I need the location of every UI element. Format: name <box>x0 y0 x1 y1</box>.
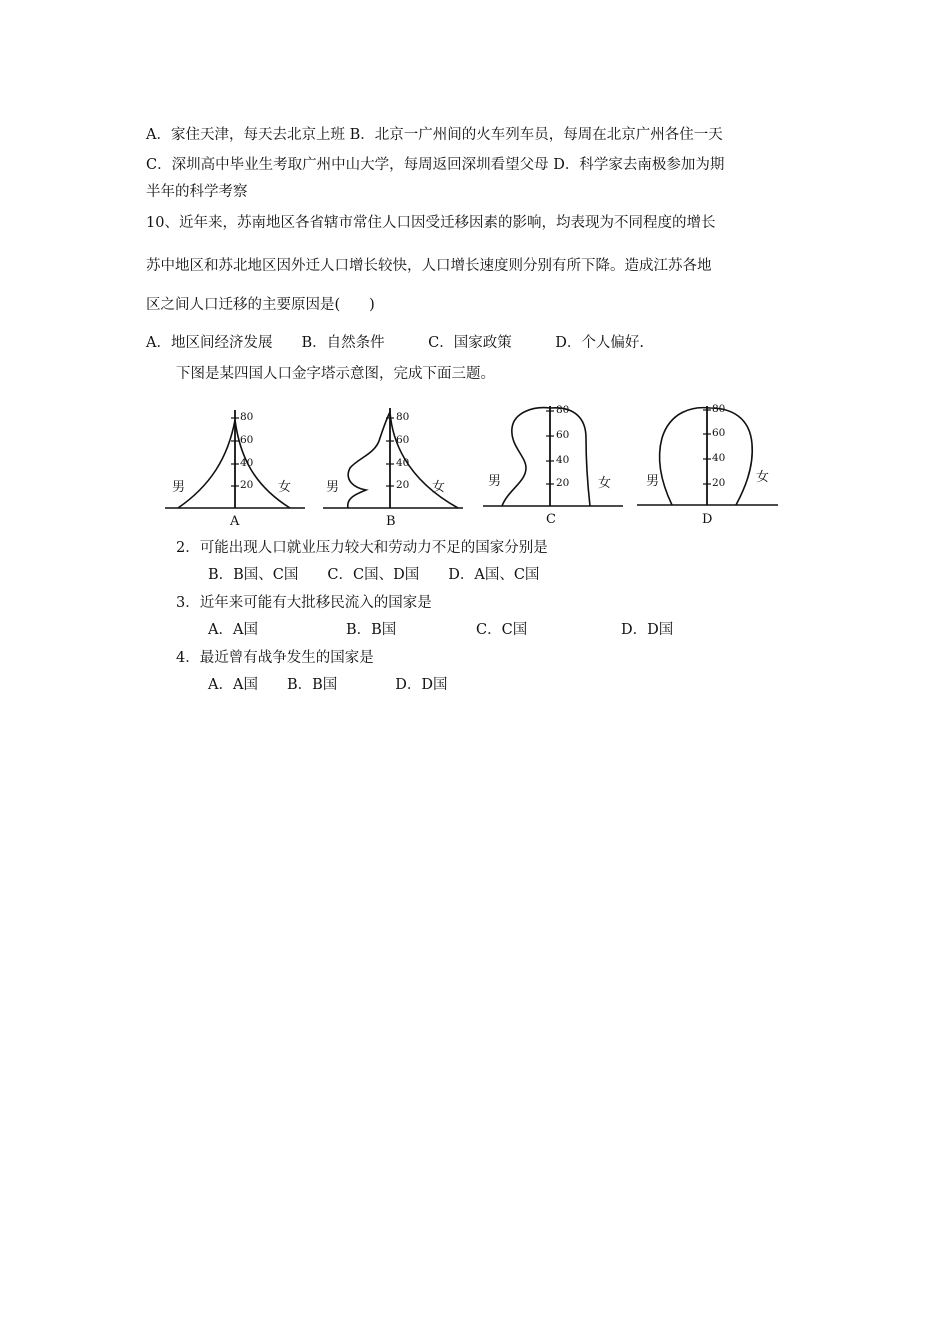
q10-options: A．地区间经济发展 B．自然条件 C．国家政策 D．个人偏好. <box>146 335 644 351</box>
pyramid-figure-c <box>478 398 628 534</box>
pyramid-outline <box>660 408 753 505</box>
tick-60: 60 <box>396 434 410 446</box>
tick-80: 80 <box>396 411 410 423</box>
pyramid-outline <box>502 408 590 506</box>
q4-stem: 4．最近曾有战争发生的国家是 <box>176 650 374 666</box>
q3-option-b: B．B国 <box>346 622 397 638</box>
q2-stem: 2．可能出现人口就业压力较大和劳动力不足的国家分别是 <box>176 540 548 556</box>
q3-stem: 3．近年来可能有大批移民流入的国家是 <box>176 595 432 611</box>
male-label: 男 <box>488 474 502 489</box>
male-label: 男 <box>172 480 186 495</box>
female-label: 女 <box>278 480 292 495</box>
figure-intro: 下图是某四国人口金字塔示意图，完成下面三题。 <box>176 366 495 382</box>
q9-option-line-1: A．家住天津，每天去北京上班 B．北京一广州间的火车列车员，每周在北京广州各住一天 <box>146 127 723 143</box>
q2-options: B．B国、C国 C．C国、D国 D．A国、C国 <box>208 567 540 583</box>
male-label: 男 <box>326 480 340 495</box>
tick-20: 20 <box>396 479 410 491</box>
q10-stem-line-1: 10、近年来，苏南地区各省辖市常住人口因受迁移因素的影响，均表现为不同程度的增长 <box>146 215 716 231</box>
q9-option-line-2: C．深圳高中毕业生考取广州中山大学，每周返回深圳看望父母 D．科学家去南极参加为期 <box>146 157 725 173</box>
panel-label-d: D <box>702 512 713 527</box>
q3-option-c: C．C国 <box>476 622 528 638</box>
q4-options: A．A国 B．B国 D．D国 <box>208 677 448 693</box>
tick-60: 60 <box>712 427 726 439</box>
tick-80: 80 <box>240 411 254 423</box>
q10-stem-line-2: 苏中地区和苏北地区因外迁人口增长较快，人口增长速度则分别有所下降。造成江苏各地 <box>146 258 712 274</box>
female-label: 女 <box>432 480 446 495</box>
q3-option-a: A．A国 <box>208 622 258 638</box>
tick-20: 20 <box>712 477 726 489</box>
q3-option-d: D．D国 <box>621 622 674 638</box>
tick-80: 80 <box>712 403 726 415</box>
pyramid-figure-b <box>318 398 468 534</box>
panel-label-c: C <box>546 512 556 527</box>
q9-option-line-3: 半年的科学考察 <box>146 184 248 200</box>
tick-20: 20 <box>240 479 254 491</box>
tick-60: 60 <box>240 434 254 446</box>
tick-80: 80 <box>556 404 570 416</box>
female-label: 女 <box>598 476 612 491</box>
tick-40: 40 <box>396 457 410 469</box>
tick-40: 40 <box>712 452 726 464</box>
pyramid-figure-a <box>160 398 310 534</box>
panel-label-a: A <box>230 514 240 529</box>
female-label: 女 <box>756 470 770 485</box>
panel-label-b: B <box>386 514 396 529</box>
tick-20: 20 <box>556 477 570 489</box>
tick-40: 40 <box>556 454 570 466</box>
pyramid-figure-d <box>632 398 782 534</box>
male-label: 男 <box>646 474 660 489</box>
q10-stem-line-3: 区之间人口迁移的主要原因是( ) <box>146 297 375 313</box>
tick-60: 60 <box>556 429 570 441</box>
tick-40: 40 <box>240 457 254 469</box>
